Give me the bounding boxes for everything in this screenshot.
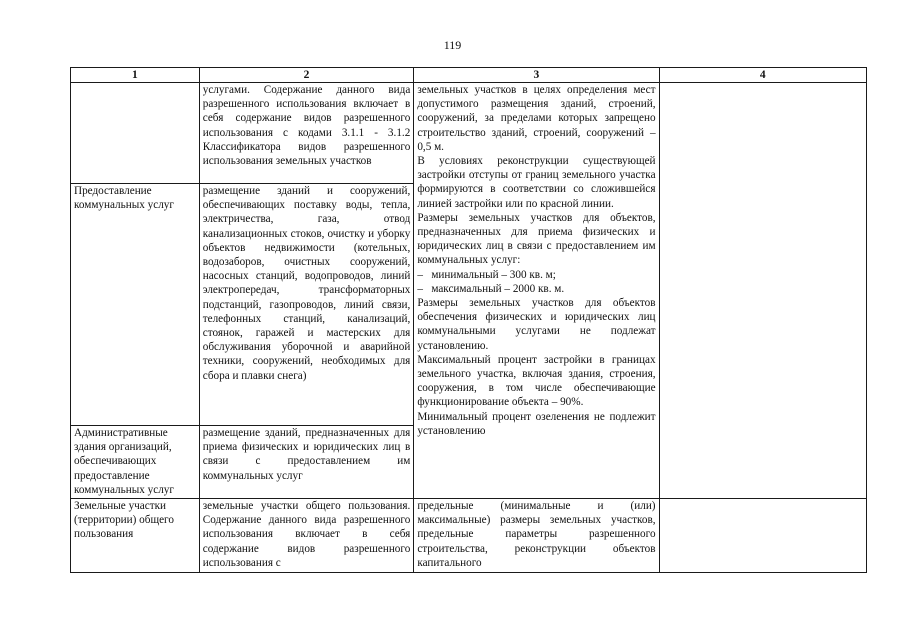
- column-header: 2: [199, 68, 414, 83]
- plot-size-paragraph: Размеры земельных участков для объектов, предназначенных для приема физических и юридических лиц в связи с предоставлением им коммунальных услуг:: [417, 211, 656, 267]
- min-greening-paragraph: Минимальный процент озеленения не подлежит установлению: [417, 410, 656, 437]
- use-description-cell: размещение зданий и сооружений, обеспечивающих поставку воды, тепла, электричества, газа, отвод канализационных стоков, очистку и уборку объектов недвижимости (котельных, водозаборов, очистных сооружений, насосных станций, водопроводов, линий электропередач, трансформаторных подстанций, газопроводов, линий связи, телефонных станций, канализаций, стоянок, гаражей и мастерских для обслуживания уборочной и аварийной техники, сооружений, необходимых для сбора и плавки снега): [199, 184, 414, 426]
- use-description-cell: размещение зданий, предназначенных для приема физических и юридических лиц в связи с предоставлением им коммунальных услуг: [199, 426, 414, 499]
- use-description-cell: земельные участки общего пользования. Содержание данного вида разрешенного использования включает в себя содержание видов разрешенного использования с: [199, 499, 414, 573]
- use-name-cell: Предоставление коммунальных услуг: [71, 184, 200, 426]
- parameters-cell: предельные (минимальные и (или) максимальные) размеры земельных участков, предельные параметры разрешенного строительства, реконструкции объектов капитального: [414, 499, 659, 573]
- max-coverage-paragraph: Максимальный процент застройки в границах земельного участка, включая здания, строения, сооружения, в том числе обеспечивающие функционирование объекта – 90%.: [417, 353, 656, 409]
- use-description-cell: услугами. Содержание данного вида разрешенного использования включает в себя содержание видов разрешенного использования с кодами 3.1.1 - 3.1.2 Классификатора видов разрешенного использования земельных участков: [199, 83, 414, 184]
- table-header-row: [71, 68, 867, 83]
- use-name-cell: [71, 83, 200, 184]
- table-row: [71, 499, 867, 573]
- regulations-table: [70, 67, 867, 573]
- use-name-cell: Административные здания организаций, обеспечивающих предоставление коммунальных услуг: [71, 426, 200, 499]
- table-row: [71, 83, 867, 184]
- list-item: – максимальный – 2000 кв. м.: [417, 282, 565, 295]
- list-item: – минимальный – 300 кв. м;: [417, 268, 556, 281]
- parameters-cell: [414, 83, 659, 499]
- use-name-cell: Земельные участки (территории) общего пользования: [71, 499, 200, 573]
- notes-cell: [659, 499, 866, 573]
- page-number: 119: [443, 38, 462, 52]
- plot-size-not-set-paragraph: Размеры земельных участков для объектов обеспечения физических и юридических лиц коммунальными услугами не подлежат установлению.: [417, 297, 656, 352]
- reconstruction-paragraph: В условиях реконструкции существующей застройки отступы от границ земельного участка формируются в соответствии со сложившейся линией застройки или по красной линии.: [417, 155, 656, 210]
- notes-cell: [659, 83, 866, 499]
- column-header: 1: [71, 68, 200, 83]
- column-header: 3: [414, 68, 659, 83]
- column-header: 4: [659, 68, 866, 83]
- setback-paragraph: земельных участков в целях определения мест допустимого размещения зданий, строений, сооружений, за пределами которых запрещено строительство зданий, строений, сооружений – 0,5 м.: [417, 84, 656, 153]
